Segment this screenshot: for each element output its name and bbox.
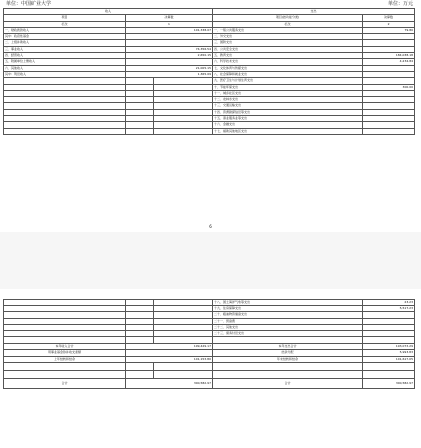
expense-item-label: 十一、城乡社区支出 — [213, 90, 363, 96]
expense-item-label: 二、外交支出 — [213, 34, 363, 40]
income-row-number-label: 栏次 — [4, 21, 126, 27]
income-item-value: 21,005.15 — [126, 65, 213, 71]
income-header: 收入 — [4, 9, 213, 15]
expense-item-label: 十四、资源勘探信息等支出 — [213, 109, 363, 115]
summary-right-value: 5,993.83 — [363, 350, 415, 356]
empty-cell — [4, 362, 126, 370]
empty-cell — [154, 370, 213, 378]
income-item-label: 其中：政府性基金 — [4, 34, 126, 40]
expense-item-value — [363, 128, 415, 134]
expense-row-number-label: 栏次 — [213, 21, 363, 27]
expense-item-label: 七、文化体育与传媒支出 — [213, 65, 363, 71]
total-left-label: 合计 — [4, 378, 126, 388]
income-item-label: 四、经营收入 — [4, 53, 126, 59]
income-item-label: 三、事业收入 — [4, 46, 126, 52]
expense-item-value: 79.80 — [363, 27, 415, 33]
empty-cell — [363, 337, 415, 344]
summary-left-label: 用事业基金弥补收支差额 — [4, 350, 126, 356]
income-item-label: 一、财政拨款收入 — [4, 27, 126, 33]
expense-item-label: 二十二、其他支出 — [213, 324, 363, 330]
expense-item-label: 六、科学技术支出 — [213, 59, 363, 65]
spacer-row — [4, 362, 415, 370]
expense-item-label: 十三、交通运输支出 — [213, 103, 363, 109]
expense-budget-column-header: 决算数 — [363, 15, 415, 21]
income-item-label: 二、上级补助收入 — [4, 40, 126, 46]
income-item-label: 五、附属单位上缴收入 — [4, 59, 126, 65]
expense-item-label: 三、国防支出 — [213, 40, 363, 46]
empty-cell — [213, 337, 363, 344]
empty-cell — [4, 370, 126, 378]
spacer-row — [4, 370, 415, 378]
empty-cell — [154, 362, 213, 370]
expense-item-label: 八、社会保障和就业支出 — [213, 71, 363, 77]
expense-item-label: 九、医疗卫生与计划生育支出 — [213, 78, 363, 84]
table-row — [4, 128, 415, 134]
empty-cell — [126, 337, 154, 344]
income-item-value: 1,365.09 — [126, 71, 213, 77]
expense-item-label: 二十、粮油物资储备支出 — [213, 312, 363, 318]
summary-left-value: 199,429.17 — [126, 344, 213, 350]
empty-cell — [154, 337, 213, 344]
expense-item-label: 四、公共安全支出 — [213, 46, 363, 52]
expense-item-label: 十二、农林水支出 — [213, 97, 363, 103]
expense-item-label: 五、教育支出 — [213, 53, 363, 59]
report-page-2 — [0, 289, 421, 448]
income-item-value: 101,338.07 — [126, 27, 213, 33]
empty-cell — [4, 128, 126, 134]
income-item-value: 2,650.15 — [126, 53, 213, 59]
income-expense-table — [3, 8, 415, 135]
currency-unit: 单位：万元 — [387, 1, 413, 7]
empty-cell — [154, 128, 213, 134]
total-right-value: 300,582.97 — [363, 378, 415, 388]
page-gap — [0, 232, 421, 289]
expense-item-value: 300.00 — [363, 84, 415, 90]
empty-cell — [213, 362, 363, 370]
empty-cell — [126, 370, 154, 378]
income-column-number: 1 — [126, 21, 213, 27]
spacer-row — [4, 337, 415, 344]
summary-left-label: 上年结转和结余 — [4, 356, 126, 362]
empty-cell — [363, 362, 415, 370]
total-right-label: 合计 — [213, 378, 363, 388]
expense-header: 支出 — [213, 9, 415, 15]
summary-left-value: 101,153.80 — [126, 356, 213, 362]
empty-cell — [126, 362, 154, 370]
expense-item-label: 十八、国土海洋气象等支出 — [213, 300, 363, 306]
summary-right-value: 193,073.29 — [363, 344, 415, 350]
expense-item-value: 184,038.18 — [363, 53, 415, 59]
summary-right-label: 本年支出合计 — [213, 344, 363, 350]
expense-item-value: 4,234.84 — [363, 59, 415, 65]
empty-cell — [363, 370, 415, 378]
expense-item-label: 十六、金融支出 — [213, 122, 363, 128]
expense-item-label: 十五、商业服务业等支出 — [213, 116, 363, 122]
empty-cell — [126, 128, 154, 134]
unit-name: 单位：中国矿业大学 — [6, 1, 52, 7]
total-left-value: 300,582.97 — [126, 378, 213, 388]
page-number: 6 — [209, 224, 212, 229]
income-item-label: 其中：利息收入 — [4, 71, 126, 77]
expense-column-number: 2 — [363, 21, 415, 27]
expense-item-label: 二十一、预备费 — [213, 318, 363, 324]
income-item-label: 六、其他收入 — [4, 65, 126, 71]
expense-item-value: 23.23 — [363, 300, 415, 306]
summary-left-label: 本年收入合计 — [4, 344, 126, 350]
total-row — [4, 378, 415, 388]
summary-right-value: 101,617.05 — [363, 356, 415, 362]
expense-item-label: 十七、援助其他地区支出 — [213, 128, 363, 134]
empty-cell — [213, 370, 363, 378]
expense-item-label: 二十三、债务付息支出 — [213, 331, 363, 337]
summary-right-label: 结余分配 — [213, 350, 363, 356]
income-item-column-header: 项目 — [4, 15, 126, 21]
empty-cell — [4, 337, 126, 344]
expense-item-column-header: 项目(按功能分类) — [213, 15, 363, 21]
income-budget-column-header: 决算数 — [126, 15, 213, 21]
income-expense-table-continued — [3, 299, 415, 389]
income-item-value: 74,356.54 — [126, 46, 213, 52]
expense-item-label: 一、一般公共服务支出 — [213, 27, 363, 33]
summary-right-label: 年末结转和结余 — [213, 356, 363, 362]
expense-item-label: 十、节能环保支出 — [213, 84, 363, 90]
expense-item-value: 5,517.23 — [363, 306, 415, 312]
expense-item-label: 十九、住房保障支出 — [213, 306, 363, 312]
